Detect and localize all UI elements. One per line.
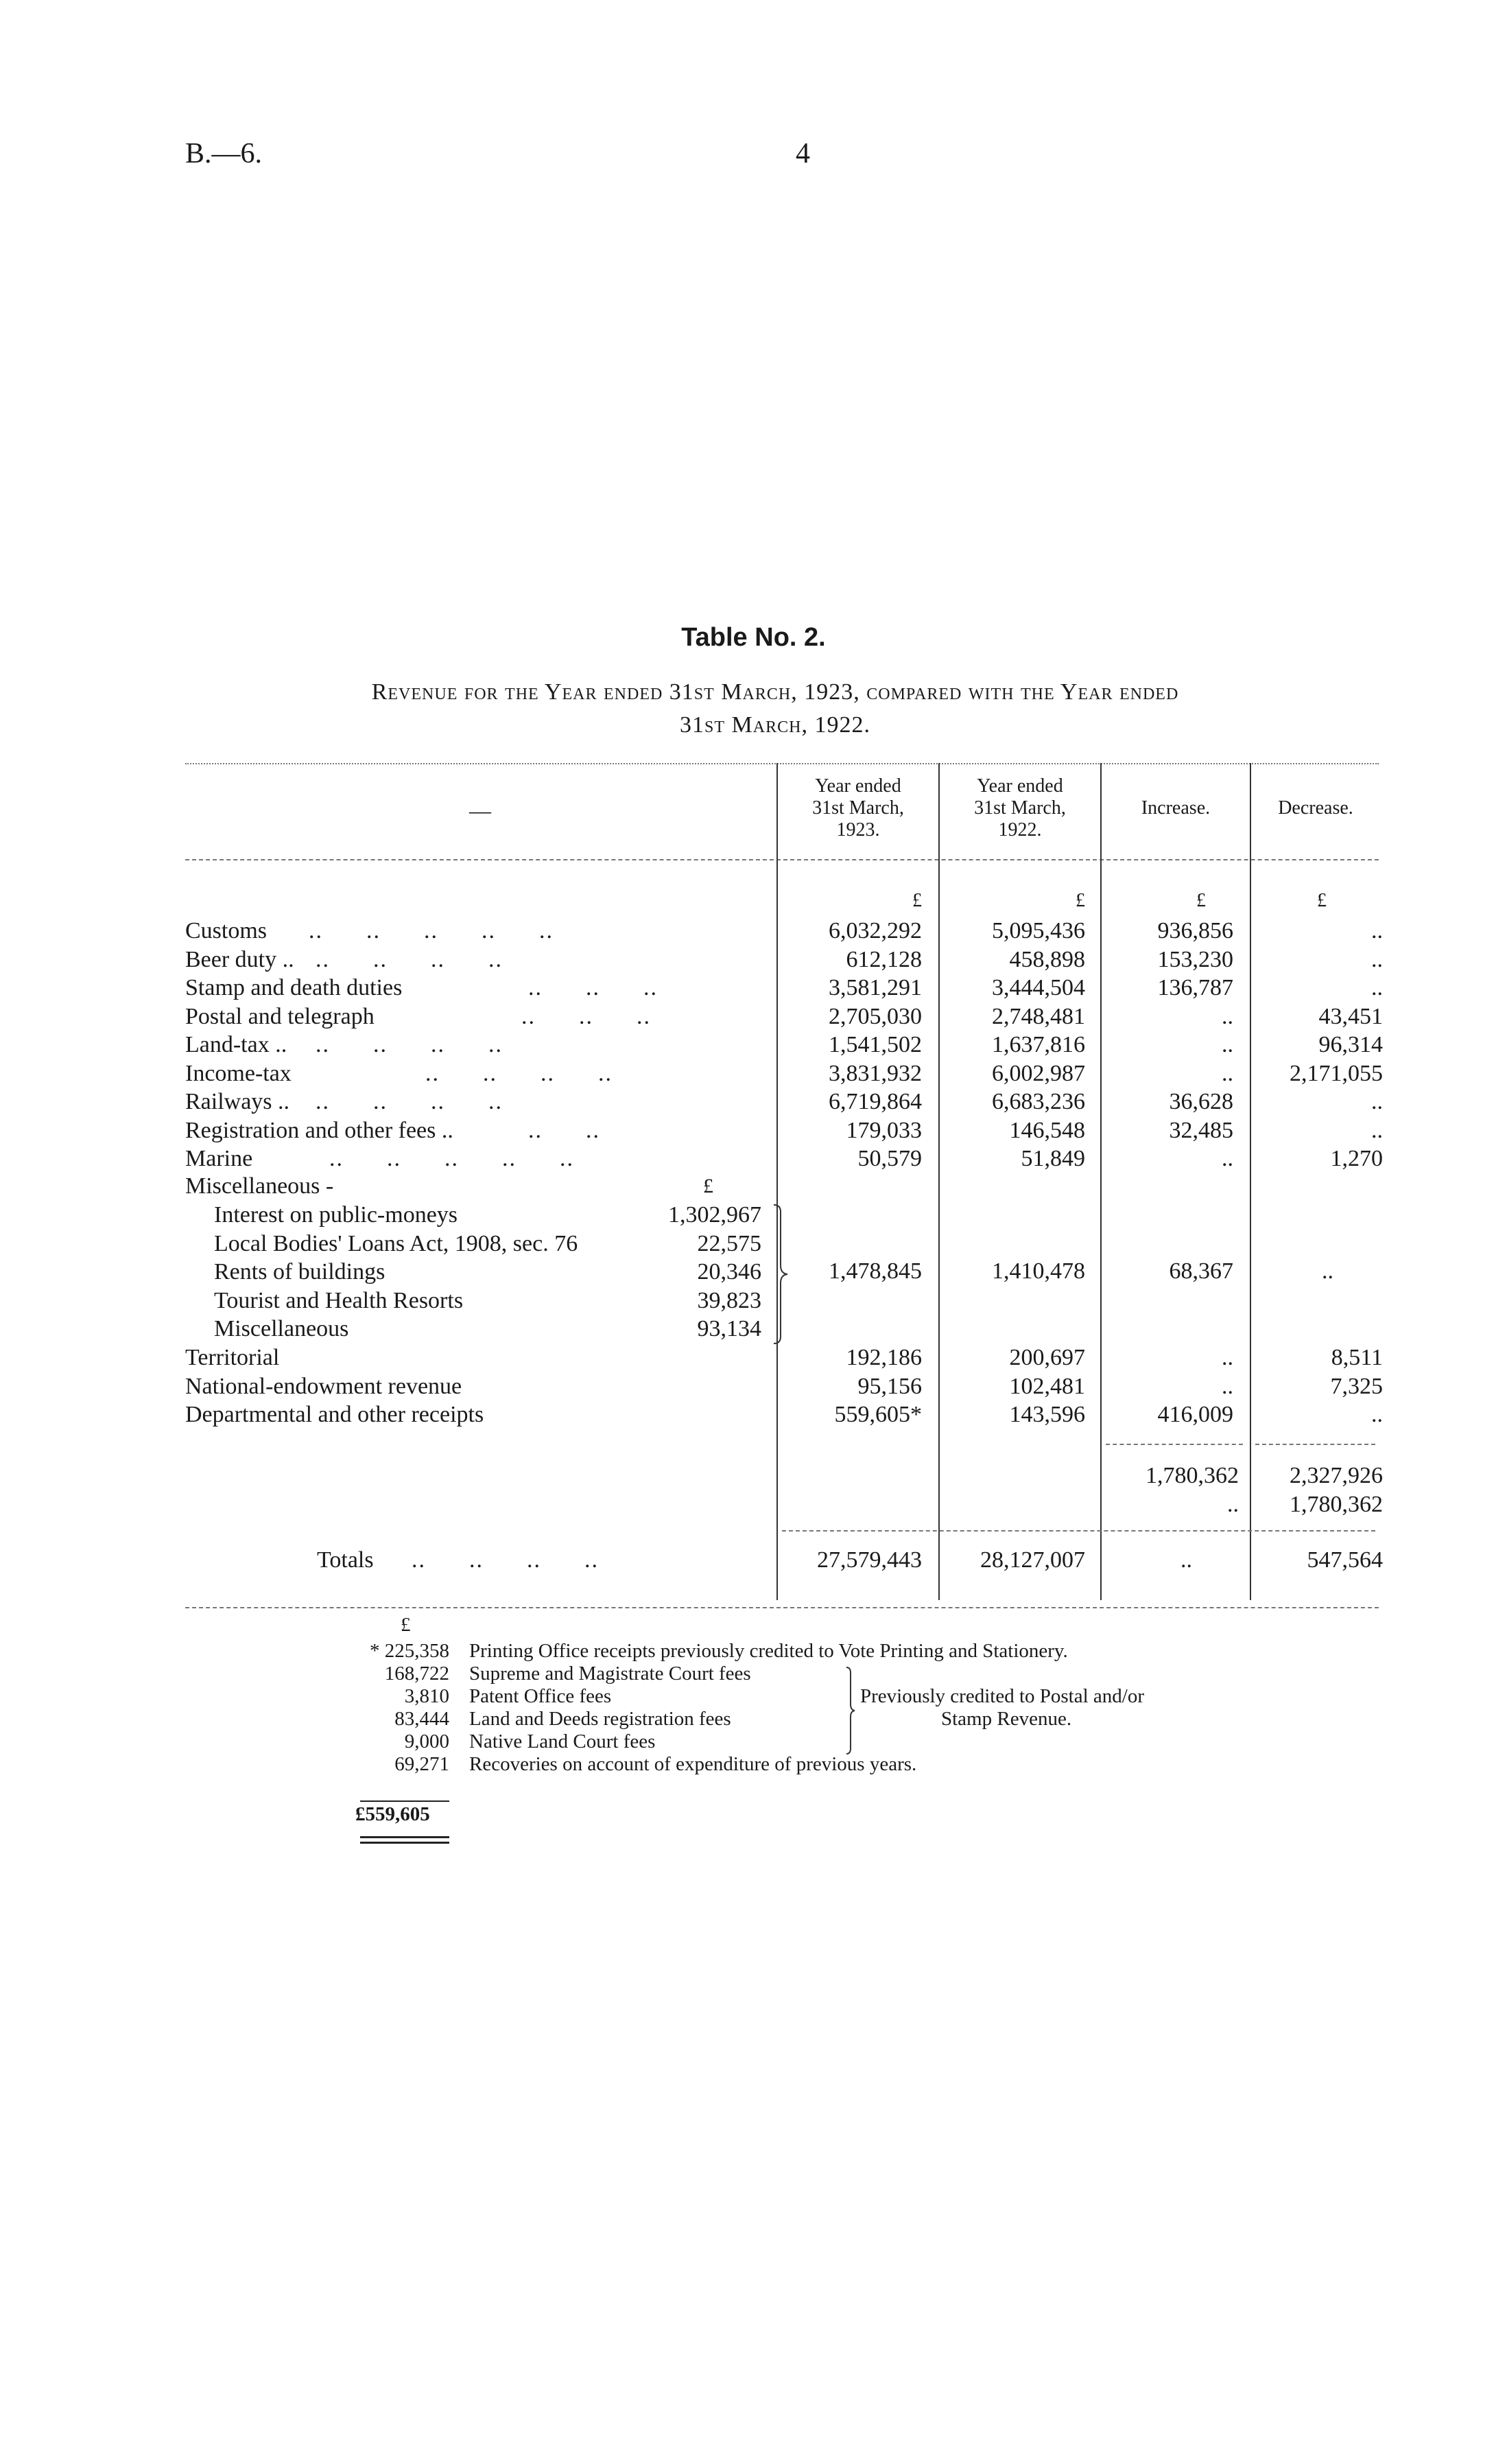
col-header-1922 [941, 775, 1099, 841]
row-1922: 102,481 [1009, 1374, 1085, 1399]
totals-decrease: 547,564 [1307, 1547, 1383, 1573]
leader-dots: .. .. .. .. [316, 947, 503, 972]
row-1923: 2,705,030 [829, 1004, 922, 1029]
page-number: 4 [796, 138, 810, 169]
row-decrease: 1,270 [1330, 1146, 1383, 1171]
footnote-amount: 168,722 [384, 1663, 449, 1685]
footnote-amount: 69,271 [394, 1753, 449, 1775]
table-top-rule [185, 763, 1379, 764]
col-divider-2 [938, 763, 940, 1600]
misc-item-label: Miscellaneous [214, 1316, 349, 1341]
row-increase: 32,485 [1169, 1118, 1233, 1143]
row-1922: 146,548 [1009, 1118, 1085, 1143]
row-1922: 458,898 [1009, 947, 1085, 972]
footnote-text: Native Land Court fees [469, 1730, 656, 1752]
row-increase: .. [1222, 1061, 1233, 1086]
col-header-1922-line3: 1922. [998, 819, 1042, 841]
currency-1922: £ [1076, 890, 1085, 911]
row-decrease: 96,314 [1318, 1032, 1383, 1057]
misc-increase: 68,367 [1169, 1258, 1233, 1284]
col-header-decrease: Decrease. [1278, 797, 1353, 819]
row-decrease: .. [1371, 947, 1383, 972]
subtitle-line-1: Revenue for the Year ended 31st March, 1923, compared with the Year ended [371, 679, 1179, 705]
row-1922: 200,697 [1009, 1345, 1085, 1370]
currency-increase: £ [1196, 890, 1206, 911]
leader-dots: .. .. .. .. [316, 1032, 503, 1057]
row-increase: .. [1222, 1032, 1233, 1057]
totals-1923: 27,579,443 [817, 1547, 922, 1573]
row-label: Territorial [185, 1345, 280, 1370]
misc-item-label: Tourist and Health Resorts [214, 1288, 464, 1313]
row-label: Marine [185, 1146, 253, 1171]
row-1923: 3,581,291 [829, 975, 922, 1000]
row-label: Registration and other fees .. [185, 1118, 453, 1143]
row-decrease: .. [1371, 1089, 1383, 1114]
col-header-1923-line1: Year ended [815, 775, 901, 797]
row-decrease: .. [1371, 918, 1383, 943]
leader-dots: .. .. .. [521, 1004, 651, 1029]
row-1923: 95,156 [857, 1374, 922, 1399]
col-divider-1 [776, 763, 778, 1600]
footnote-text: Recoveries on account of expenditure of previous years. [469, 1753, 917, 1775]
currency-1923: £ [912, 890, 922, 911]
row-increase: 36,628 [1169, 1089, 1233, 1114]
leader-dots: .. .. .. .. [316, 1089, 503, 1114]
misc-currency: £ [703, 1175, 713, 1197]
row-label: Land-tax .. [185, 1032, 287, 1057]
increase-subtotal-dots: .. [1227, 1492, 1239, 1517]
col-header-1923-line2: 31st March, [812, 797, 904, 819]
row-label: Stamp and death duties [185, 975, 403, 1000]
row-decrease: .. [1371, 1402, 1383, 1427]
row-1922: 3,444,504 [992, 975, 1085, 1000]
leader-dots: .. .. .. .. [425, 1061, 613, 1086]
decrease-subtotal: 2,327,926 [1290, 1463, 1383, 1488]
row-decrease: .. [1371, 975, 1383, 1000]
misc-item-value: 20,346 [697, 1259, 761, 1284]
decrease-offset: 1,780,362 [1290, 1492, 1383, 1517]
misc-1923: 1,478,845 [829, 1258, 922, 1284]
row-1923: 192,186 [846, 1345, 922, 1370]
totals-leader-dots: .. .. .. .. [412, 1547, 599, 1573]
row-increase: 936,856 [1157, 918, 1233, 943]
footnote-total: £559,605 [355, 1803, 430, 1825]
col-divider-3 [1100, 763, 1102, 1600]
row-increase: .. [1222, 1374, 1233, 1399]
footnote-double-rule-1 [360, 1836, 449, 1838]
misc-1922: 1,410,478 [992, 1258, 1085, 1284]
leader-dots: .. .. [528, 1118, 600, 1143]
row-1922: 6,683,236 [992, 1089, 1085, 1114]
row-label: Railways .. [185, 1089, 290, 1114]
increase-subtotal: 1,780,362 [1146, 1463, 1239, 1488]
header-bottom-rule [185, 859, 1379, 860]
col-header-increase: Increase. [1141, 797, 1211, 819]
table-subtitle [226, 676, 1324, 742]
leader-dots: .. .. .. .. .. [309, 918, 554, 943]
row-1923: 1,541,502 [829, 1032, 922, 1057]
totals-top-rule [782, 1530, 1375, 1532]
misc-item-label: Interest on public-moneys [214, 1202, 458, 1228]
row-1922: 6,002,987 [992, 1061, 1085, 1086]
subtitle-line-2: 31st March, 1922. [680, 712, 870, 738]
table-bottom-rule [185, 1607, 1379, 1608]
col-header-1922-line1: Year ended [977, 775, 1063, 797]
totals-1922: 28,127,007 [980, 1547, 1085, 1573]
row-label: Departmental and other receipts [185, 1402, 484, 1427]
footnote-amount: 3,810 [404, 1685, 449, 1707]
footnote-total-rule [360, 1800, 449, 1802]
row-1922: 1,637,816 [992, 1032, 1085, 1057]
row-1923: 6,032,292 [829, 918, 922, 943]
col-header-1923-line3: 1923. [836, 819, 880, 841]
row-1922: 2,748,481 [992, 1004, 1085, 1029]
row-decrease: 2,171,055 [1290, 1061, 1383, 1086]
misc-decrease: .. [1322, 1258, 1333, 1284]
row-label: Postal and telegraph [185, 1004, 375, 1029]
misc-label: Miscellaneous - [185, 1173, 334, 1199]
footnote-double-rule-2 [360, 1842, 449, 1844]
row-decrease: 7,325 [1330, 1374, 1383, 1399]
document-reference: B.—6. [185, 138, 263, 169]
misc-item-label: Rents of buildings [214, 1259, 385, 1284]
row-label: National-endowment revenue [185, 1374, 462, 1399]
misc-item-value: 39,823 [697, 1288, 761, 1313]
currency-decrease: £ [1317, 890, 1327, 911]
col-header-1922-line2: 31st March, [974, 797, 1066, 819]
row-1923: 3,831,932 [829, 1061, 922, 1086]
subtotal-rule-decrease [1255, 1444, 1375, 1445]
subtotal-rule-increase [1106, 1444, 1243, 1445]
misc-item-label: Local Bodies' Loans Act, 1908, sec. 76 [214, 1231, 578, 1256]
label-column-dash: — [469, 798, 491, 823]
row-label: Income-tax [185, 1061, 292, 1086]
footnote-amount: * 225,358 [370, 1640, 449, 1662]
row-increase: 136,787 [1157, 975, 1233, 1000]
row-decrease: .. [1371, 1118, 1383, 1143]
footnote-bracket-note-2: Stamp Revenue. [941, 1708, 1072, 1730]
row-increase: 153,230 [1157, 947, 1233, 972]
row-1923: 559,605* [834, 1402, 922, 1427]
table-title: Table No. 2. [681, 623, 826, 652]
row-1923: 50,579 [857, 1146, 922, 1171]
row-increase: .. [1222, 1004, 1233, 1029]
row-decrease: 43,451 [1318, 1004, 1383, 1029]
footnote-brace-icon [844, 1666, 857, 1755]
row-decrease: 8,511 [1331, 1345, 1383, 1370]
row-increase: .. [1222, 1146, 1233, 1171]
footnote-text: Patent Office fees [469, 1685, 612, 1707]
col-header-1923 [779, 775, 937, 841]
row-label: Beer duty .. [185, 947, 294, 972]
row-1922: 143,596 [1009, 1402, 1085, 1427]
row-1923: 6,719,864 [829, 1089, 922, 1114]
footnote-amount: 9,000 [404, 1730, 449, 1752]
footnote-currency: £ [401, 1614, 411, 1636]
footnote-text: Land and Deeds registration fees [469, 1708, 731, 1730]
footnote-text: Printing Office receipts previously credited to Vote Printing and Stationery. [469, 1640, 1068, 1662]
misc-item-value: 22,575 [697, 1231, 761, 1256]
row-label: Customs [185, 918, 268, 943]
row-1923: 179,033 [846, 1118, 922, 1143]
leader-dots: .. .. .. [528, 975, 658, 1000]
misc-item-value: 1,302,967 [668, 1202, 761, 1228]
row-1922: 5,095,436 [992, 918, 1085, 943]
row-increase: 416,009 [1157, 1402, 1233, 1427]
col-divider-4 [1250, 763, 1251, 1600]
totals-increase: .. [1180, 1547, 1192, 1573]
footnote-amount: 83,444 [394, 1708, 449, 1730]
row-1923: 612,128 [846, 947, 922, 972]
leader-dots: .. .. .. .. .. [329, 1146, 574, 1171]
footnote-text: Supreme and Magistrate Court fees [469, 1663, 751, 1685]
misc-item-value: 93,134 [697, 1316, 761, 1341]
row-1922: 51,849 [1021, 1146, 1085, 1171]
footnote-bracket-note-1: Previously credited to Postal and/or [860, 1685, 1144, 1707]
totals-label: Totals [317, 1547, 374, 1573]
row-increase: .. [1222, 1345, 1233, 1370]
